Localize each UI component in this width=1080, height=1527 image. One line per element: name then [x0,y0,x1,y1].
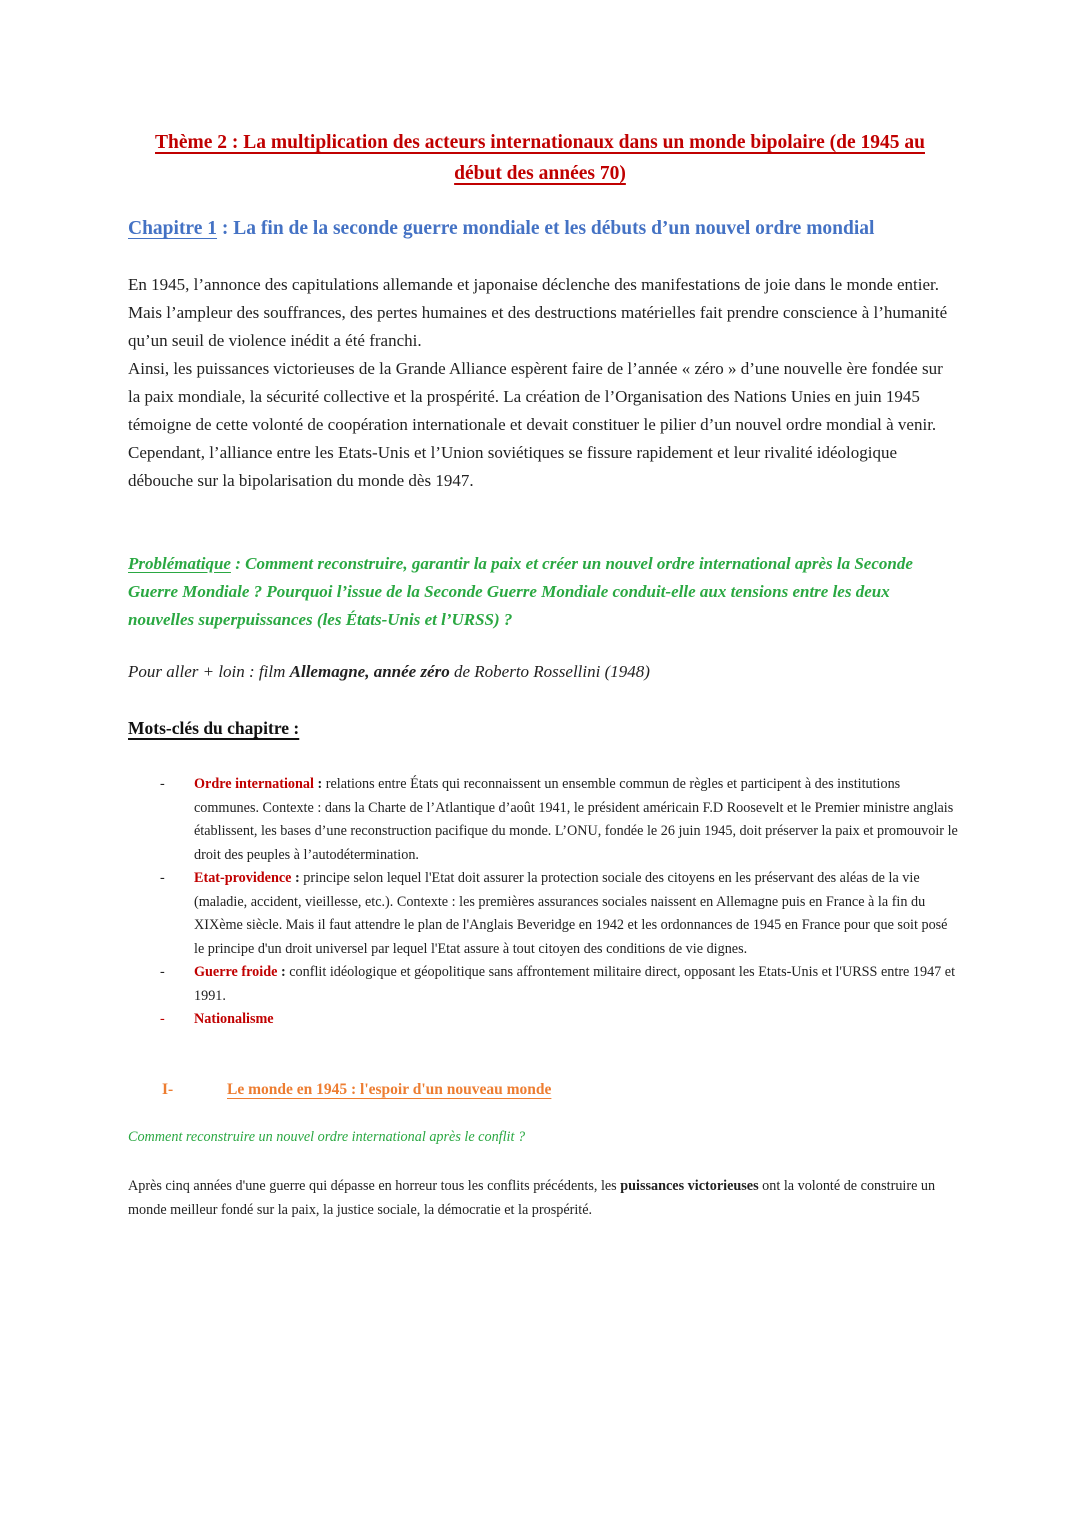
section-title: Le monde en 1945 : l'espoir d'un nouveau monde [227,1081,552,1098]
list-item: - Guerre froide : conflit idéologique et géopolitique sans affrontement militaire direct, opposant les Etats-Unis et l'URSS entre 1947 et 1991. [128,961,958,1008]
list-bullet: - [160,1011,165,1027]
intro-paragraph-1: En 1945, l’annonce des capitulations allemande et japonaise déclenche des manifestations de joie dans le monde entier. Mais l’ampleur des souffrances, des pertes humaines et des destructions matérielles fait prendre conscience à l’humanité qu’un seuil de violence inédit a été franchi. [128,275,948,350]
keyword-term: Etat-providence [194,870,292,886]
further-prefix: Pour aller + loin : film [128,662,290,681]
section-text-bold: puissances victorieuses [620,1178,759,1194]
section-question: Comment reconstruire un nouvel ordre international après le conflit ? [128,1129,526,1145]
section-text-before: Après cinq années d'une guerre qui dépasse en horreur tous les conflits précédents, les [128,1178,621,1194]
keyword-term: Guerre froide [194,964,278,980]
keyword-definition: principe selon lequel l'Etat doit assurer la protection sociale des citoyens en les préservant des aléas de la vie (maladie, accident, vieillesse, etc.). Contexte : les premières assurances sociales naissent en Allemagne puis en France à la fin du XIXème siècle. Mais il faut attendre le plan de l'Anglais Beveridge en 1942 et les ordonnances de 1945 en France pour que soit posé le principe d'un droit universel par lequel l'Etat assure à tout citoyen des conditions de vie dignes. [194,870,948,957]
intro-paragraph-2: Ainsi, les puissances victorieuses de la Grande Alliance espèrent faire de l’année « zéro » d’une nouvelle ère fondée sur la paix mondiale, la sécurité collective et la prospérité. La création de l’Organisation des Nations Unies en juin 1945 témoigne de cette volonté de coopération internationale et devait constituer le pilier d’un nouvel ordre mondial à venir. [128,359,943,434]
theme-title [128,127,952,189]
problematique [128,550,950,634]
theme-title-line2: début des années 70) [454,163,626,184]
further-reading [128,662,650,682]
problematique-text: : Comment reconstruire, garantir la paix et créer un nouvel ordre international après la Seconde Guerre Mondiale ? Pourquoi l’issue de la Seconde Guerre Mondiale conduit-elle aux tensions entre les deux nouvelles superpuissances (les États-Unis et l’URSS) ? [128,554,913,629]
theme-title-line1: Thème 2 : La multiplication des acteurs internationaux dans un monde bipolaire (de 1945 au [155,132,925,153]
section-text-after: ont la volonté de construire un monde meilleur fondé sur la paix, la justice sociale, la démocratie et la prospérité. [128,1178,936,1218]
chapter-number: Chapitre 1 [128,218,218,239]
keywords-list [128,773,958,1032]
list-bullet: - [160,964,165,980]
list-item: - Ordre international : relations entre États qui reconnaissent un ensemble commun de règles et participent à des institutions communes. Contexte : dans la Charte de l’Atlantique d’août 1941, le président américain F.D Roosevelt et le Premier ministre anglais établissent, les bases d’une reconstruction pacifique du monde. L’ONU, fondée le 26 juin 1945, doit préserver la paix et promouvoir le droit des peuples à l’autodétermination. [128,773,958,867]
problematique-label: Problématique [128,554,231,573]
keyword-term: Ordre international [194,776,314,792]
intro-text [128,271,950,495]
list-item: - Etat-providence : principe selon lequel l'Etat doit assurer la protection sociale des citoyens en les préservant des aléas de la vie (maladie, accident, vieillesse, etc.). Contexte : les premières assurances sociales naissent en Allemagne puis en France à la fin du XIXème siècle. Mais il faut attendre le plan de l'Anglais Beveridge en 1942 et les ordonnances de 1945 en France pour que soit posé le principe d'un droit universel par lequel l'Etat assure à tout citoyen des conditions de vie dignes. [128,867,958,961]
list-bullet: - [160,870,165,886]
chapter-heading [128,218,874,240]
chapter-title: : La fin de la seconde guerre mondiale et les débuts d’un nouvel ordre mondial [217,218,875,239]
keyword-definition: relations entre États qui reconnaissent un ensemble commun de règles et participent à des institutions communes. Contexte : dans la Charte de l’Atlantique d’août 1941, le président américain F.D Roosevelt et le Premier ministre anglais établissent, les bases d’une reconstruction pacifique du monde. L’ONU, fondée le 26 juin 1945, doit préserver la paix et promouvoir le droit des peuples à l’autodétermination. [194,776,958,863]
further-suffix: de Roberto Rossellini (1948) [449,662,650,681]
keyword-definition: conflit idéologique et géopolitique sans affrontement militaire direct, opposant les Etats-Unis et l'URSS entre 1947 et 1991. [194,964,956,1004]
keyword-term: Nationalisme [194,1011,274,1027]
section-paragraph [128,1175,950,1222]
film-title: Allemagne, année zéro [289,662,450,681]
keywords-title: Mots-clés du chapitre : [128,718,300,738]
list-bullet: - [160,776,165,792]
list-item [128,1008,958,1032]
section-number: I- [162,1081,174,1098]
intro-paragraph-3: Cependant, l’alliance entre les Etats-Unis et l’Union soviétiques se fissure rapidement et leur rivalité idéologique débouche sur la bipolarisation du monde dès 1947. [128,443,898,490]
